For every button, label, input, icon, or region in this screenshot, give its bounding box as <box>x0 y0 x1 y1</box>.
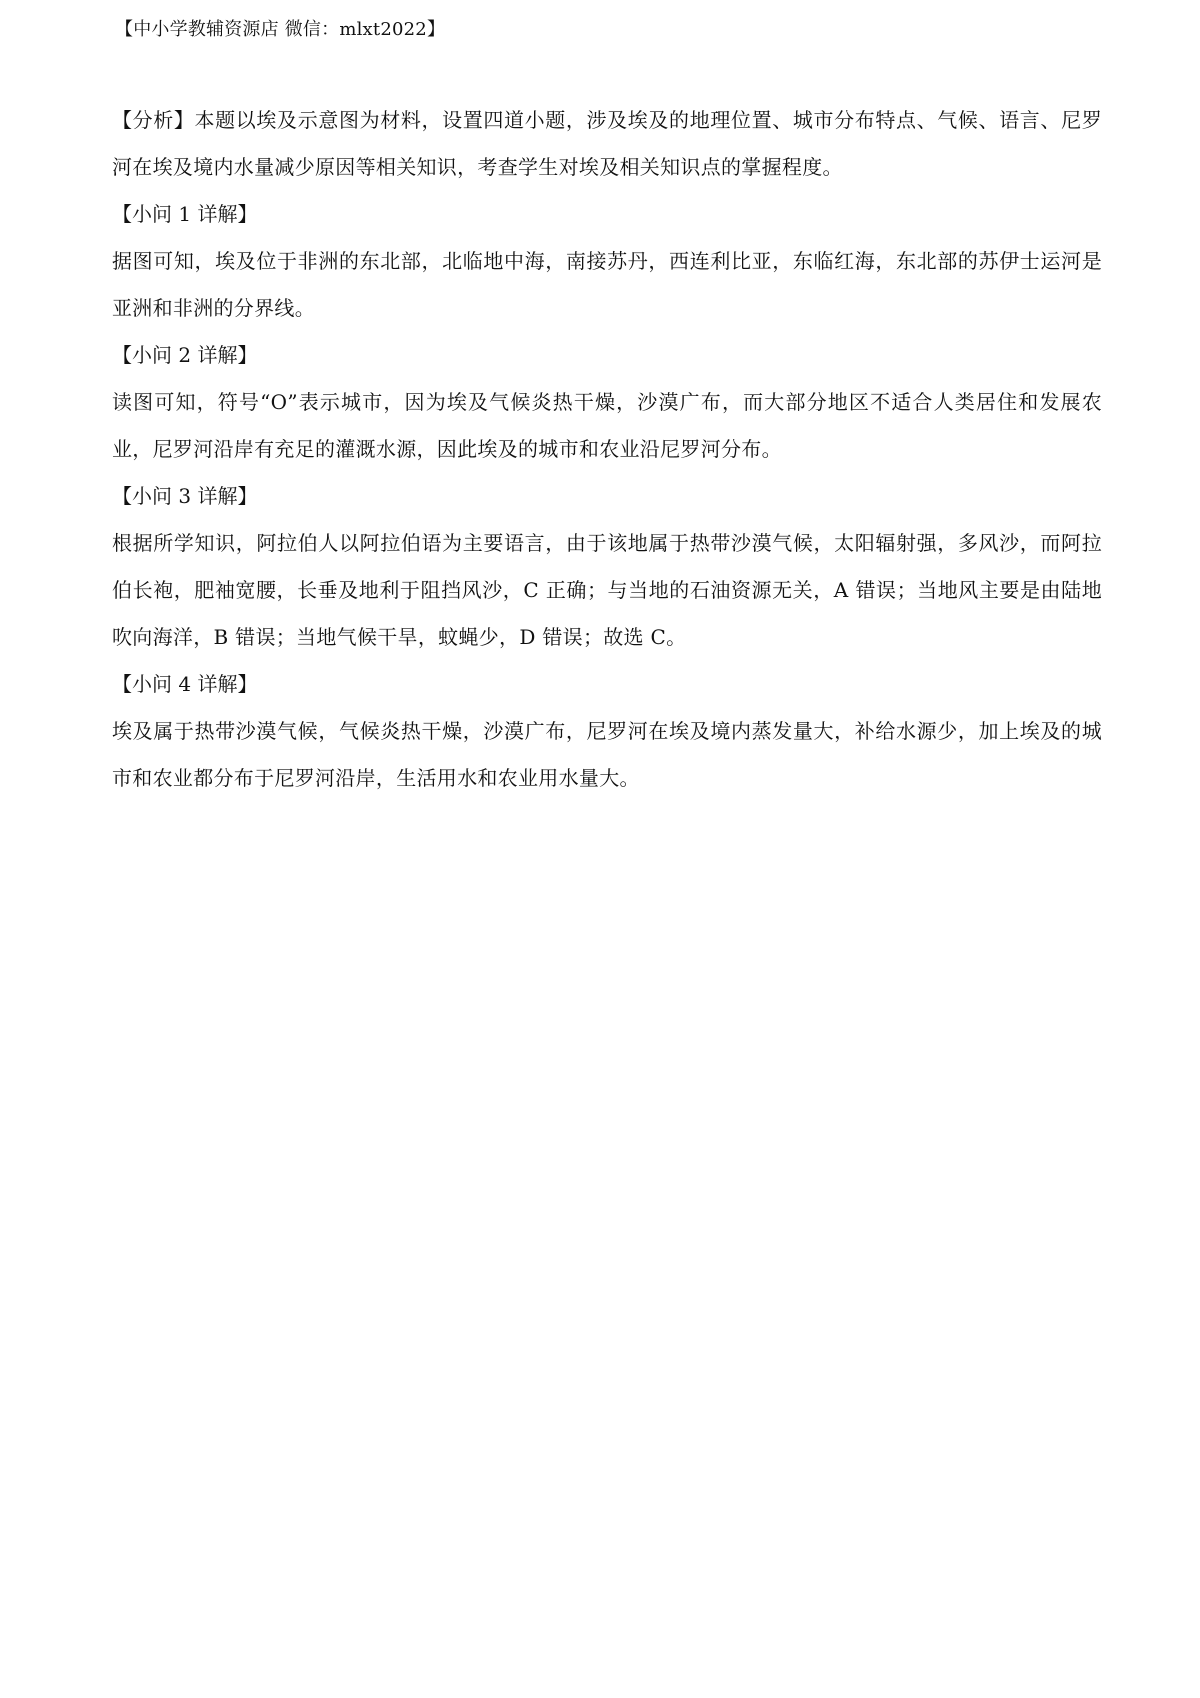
analysis-paragraph <box>112 97 1102 191</box>
question-1-text: 据图可知，埃及位于非洲的东北部，北临地中海，南接苏丹，西连利比亚，东临红海，东北部的苏伊士运河是亚洲和非洲的分界线。 <box>112 249 1102 320</box>
answer-content <box>112 97 1102 802</box>
analysis-label: 【分析】 <box>112 108 195 132</box>
question-1-heading: 【小问 1 详解】 <box>112 202 258 226</box>
page-header: 【中小学教辅资源店 微信：mlxt2022】 <box>115 19 446 40</box>
question-3-text: 根据所学知识，阿拉伯人以阿拉伯语为主要语言，由于该地属于热带沙漠气候，太阳辐射强，多风沙，而阿拉伯长袍，肥袖宽腰，长垂及地利于阻挡风沙，C 正确；与当地的石油资源无关，A 错误；当地风主要是由陆地吹向海洋，B 错误；当地气候干旱，蚊蝇少，D 错误；故选 C。 <box>112 531 1102 649</box>
question-2-heading: 【小问 2 详解】 <box>112 343 258 367</box>
question-2-text: 读图可知，符号“O”表示城市，因为埃及气候炎热干燥，沙漠广布，而大部分地区不适合人类居住和发展农业，尼罗河沿岸有充足的灌溉水源，因此埃及的城市和农业沿尼罗河分布。 <box>112 390 1102 461</box>
question-4-heading: 【小问 4 详解】 <box>112 672 258 696</box>
analysis-text: 本题以埃及示意图为材料，设置四道小题，涉及埃及的地理位置、城市分布特点、气候、语言、尼罗河在埃及境内水量减少原因等相关知识，考查学生对埃及相关知识点的掌握程度。 <box>112 108 1102 179</box>
question-4-text: 埃及属于热带沙漠气候，气候炎热干燥，沙漠广布，尼罗河在埃及境内蒸发量大，补给水源少，加上埃及的城市和农业都分布于尼罗河沿岸，生活用水和农业用水量大。 <box>112 719 1102 790</box>
question-3-heading: 【小问 3 详解】 <box>112 484 258 508</box>
